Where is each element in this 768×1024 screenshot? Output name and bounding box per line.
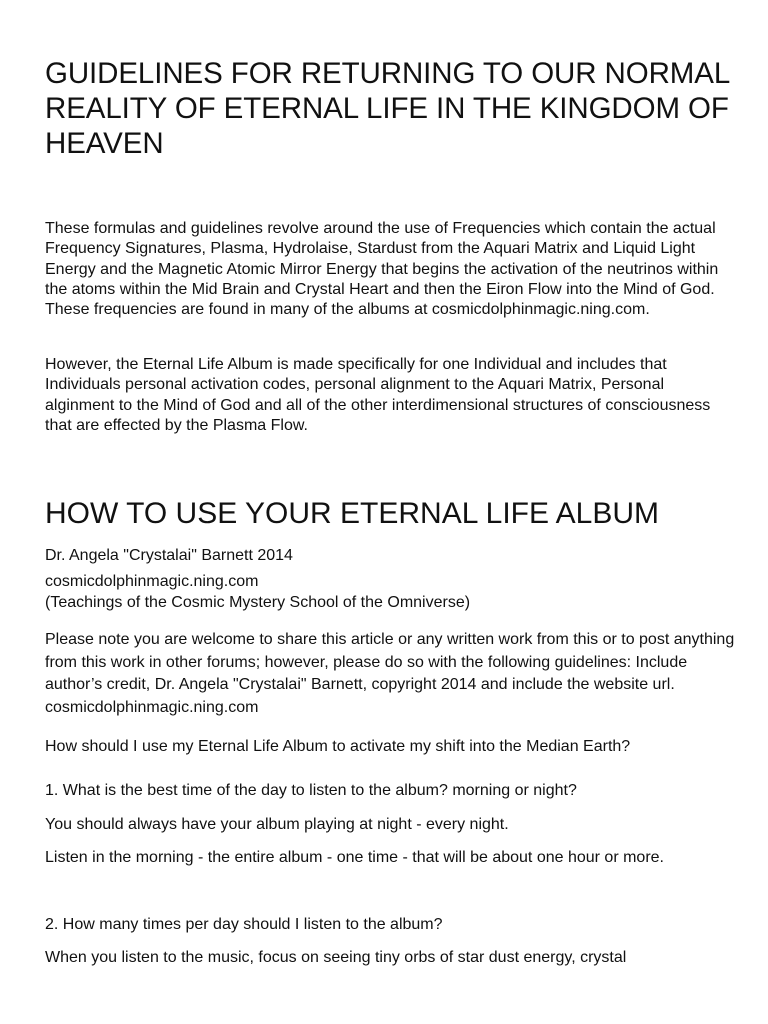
website-line: cosmicdolphinmagic.ning.com	[45, 573, 259, 590]
main-question: How should I use my Eternal Life Album to activate my shift into the Median Earth?	[45, 738, 631, 755]
author-line: Dr. Angela "Crystalai" Barnett 2014	[45, 547, 293, 564]
intro-paragraph-1: These formulas and guidelines revolve around the use of Frequencies which contain the actual Frequency Signatures, Plasma, Hydrolaise, Stardust from the Aquari Matrix and Liquid Light Energy and the Magnetic Atomic Mirror Energy that begins the activation of the neutrinos within the atoms within the Mid Brain and Crystal Heart and then the Eiron Flow into the Mind of God. These frequencies are found in many of the albums at cosmicdolphinmagic.ning.com.	[45, 220, 719, 319]
answer-1-line-2: Listen in the morning - the entire album - one time - that will be about one hour or more.	[45, 849, 664, 866]
intro-paragraph-2: However, the Eternal Life Album is made specifically for one Individual and includes that Individuals personal activation codes, personal alignment to the Aquari Matrix, Personal alginment to the Mind of God and all of the other interdimensional structures of consciousness that are effected by the Plasma Flow.	[45, 356, 711, 434]
teachings-line: (Teachings of the Cosmic Mystery School of the Omniverse)	[45, 594, 471, 611]
question-1: 1. What is the best time of the day to listen to the album? morning or night?	[45, 782, 577, 799]
answer-2-line-1: When you listen to the music, focus on seeing tiny orbs of star dust energy, crystal	[45, 949, 627, 966]
document-title: GUIDELINES FOR RETURNING TO OUR NORMAL REALITY OF ETERNAL LIFE IN THE KINGDOM OF HEAVEN	[45, 57, 730, 160]
answer-1-line-1: You should always have your album playing at night - every night.	[45, 816, 509, 833]
question-2: 2. How many times per day should I listen to the album?	[45, 916, 443, 933]
share-note: Please note you are welcome to share this article or any written work from this or to post anything from this work in other forums; however, please do so with the following guidelines: Include author’s credit, Dr. Angela "Crystalai" Barnett, copyright 2014 and include the website url. cosmicdolphinmagic.ning.com	[45, 631, 735, 716]
section-heading: HOW TO USE YOUR ETERNAL LIFE ALBUM	[45, 497, 660, 530]
